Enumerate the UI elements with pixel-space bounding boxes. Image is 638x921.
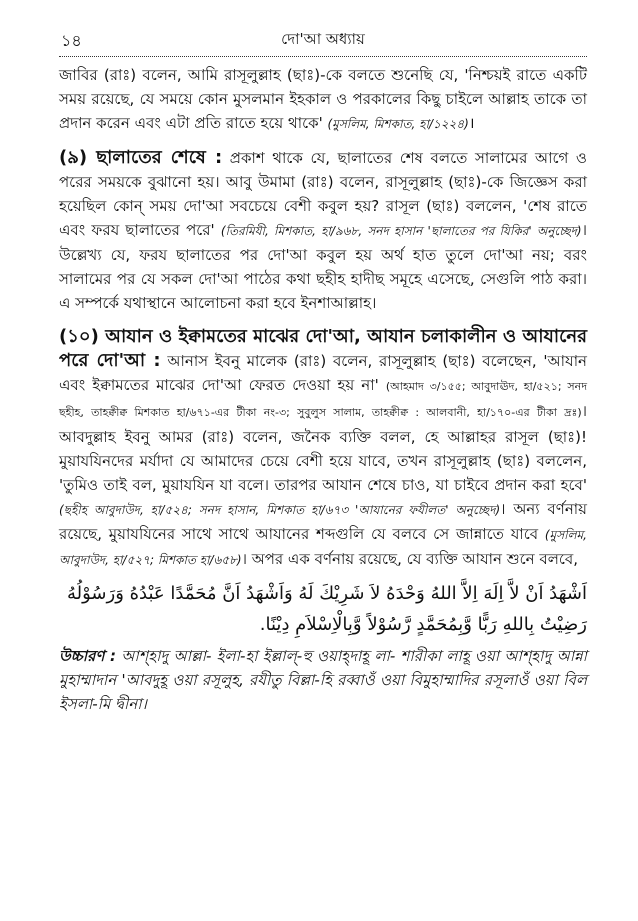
section-9-heading: (৯) ছালাতের শেষে : <box>59 147 223 168</box>
page-number: ১৪ <box>61 31 82 50</box>
pronunciation-label: উচ্চারণ : <box>59 647 117 665</box>
section-10-reference-1: (আহমাদ ৩/১৫৫; আবুদাঊদ, হা/৫২১; সনদ ছহীহ, তাহক্বীক্ব মিশকাত হা/৬৭১-এর টীকা নং-৩; সুবুলুস সালাম, তাহক্বীক্ব : আলবানী, হা/১৭০-এর টীকা দ্রঃ) <box>59 380 587 419</box>
intro-text: জাবির (রাঃ) বলেন, আমি রাসূলুল্লাহ (ছাঃ)-কে বলতে শুনেছি যে, 'নিশ্চয়ই রাতে একটি সময় রয়েছে, যে সময়ে কোন মুসলমান ইহকাল ও পরকালের কিছু চাইলে আল্লাহ তাকে তা প্রদান করেন এবং এটা প্রতি রাতে হয়ে থাকে' <box>59 66 587 132</box>
section-10-reference-3: (মুসলিম, আবুদাউদ, হা/৫২৭; মিশকাত হা/৬৫৮) <box>59 528 587 567</box>
section-10-heading: (১০) আযান ও ইক্বামতের মাঝের দো'আ, আযান চলাকালীন ও আযানের পরে দো'আ : <box>59 326 587 371</box>
section-10-text-4: । অপর এক বর্ণনায় রয়েছে, যে ব্যক্তি আযান শুনে বলবে, <box>241 550 579 568</box>
section-9-paragraph <box>59 146 587 315</box>
section-9-reference: (তিরমিযী, মিশকাত, হা/৯৬৮, সনদ হাসান 'ছালাতের পর যিকির' অনুচ্ছেদ) <box>220 224 582 238</box>
page <box>59 26 587 896</box>
section-10-paragraph <box>59 325 587 572</box>
section-10-reference-2: (ছহীহ আবুদাউদ, হা/৫২৪; সনদ হাসান, মিশকাত হা/৬৭৩ 'আযানের ফযীলত' অনুচ্ছেদ) <box>59 503 501 517</box>
page-body <box>59 63 587 716</box>
intro-reference: (মুসলিম, মিশকাত, হা/১২২৪) <box>327 117 469 131</box>
intro-paragraph <box>59 63 587 136</box>
section-10-text-3: । অন্য বর্ণনায় রয়েছে, মুয়াযযিনের সাথে সাথে আযানের শব্দগুলি যে বলবে সে জান্নাতে যাবে <box>59 500 587 543</box>
section-9-text-1: প্রকাশ থাকে যে, ছালাতের শেষ বলতে সালামের আগে ও পরের সময়কে বুঝানো হয়। আবু উমামা (রাঃ) বলেন, রাসূলুল্লাহ (ছাঃ)-কে জিজ্ঞেস করা হয়েছিল কোন্ সময় দো'আ সবচেয়ে বেশী কবুল হয়? রাসূল (ছাঃ) বললেন, 'শেষ রাতে এবং ফরয ছালাতের পরে' <box>59 149 587 239</box>
arabic-line-2: رَضِيْتُ بِاللهِ رَبًّا وَّبِمُحَمَّدٍ رَّسُوْلاً وَّبِالْاِسْلاَمِ دِيْنًا. <box>259 614 587 635</box>
arabic-line-1: اَشْهَدُ اَنْ لاَّ اِلَهَ اِلاَّ اللهُ وَحْدَهُ لاَ شَرِيْكَ لَهُ وَاَشْهَدُ اَنَّ مُحَمَّدًا عَبْدُهُ وَرَسُوْلُهُ <box>66 583 587 604</box>
pronunciation-paragraph <box>59 644 587 716</box>
section-10-text-2: । আবদুল্লাহ ইবনু আমর (রাঃ) বলেন, জনৈক ব্যক্তি বলল, হে আল্লাহর রাসূল (ছাঃ)! মুয়াযযিনদের মর্যাদা যে আমাদের চেয়ে বেশী হয়ে যাবে, তখন রাসূলুল্লাহ (ছাঃ) বললেন, 'তুমিও তাই বল, মুয়াযযিন যা বলে। তারপর আযান শেষে চাও, যা চাইবে প্রদান করা হবে' <box>59 402 587 494</box>
section-9-text-2: । উল্লেখ্য যে, ফরয ছালাতের পর দো'আ কবুল হয় অর্থ হাত তুলে দো'আ নয়; বরং সালামের পর যে সকল দো'আ পাঠের কথা ছহীহ হাদীছ সমূহে এসেছে, সেগুলি পাঠ করা। এ সম্পর্কে যথাস্থানে আলোচনা করা হবে ইনশাআল্লাহ। <box>59 221 587 312</box>
arabic-dua <box>59 578 587 640</box>
pronunciation-text: আশ্হাদু আল্লা- ইলা-হা ইল্লাল্-হু ওয়াহ্‌দাহূ লা- শারীকা লাহূ ওয়া আশ্হাদু আন্না মুহাম্মাদান 'আবদুহূ ওয়া রসূলুহ, রযীতু বিল্লা-হি রব্বাওঁ ওয়া বিমুহাম্মাদির রসূলাওঁ ওয়া বিল ইসলা-মি দ্বীনা। <box>59 647 587 713</box>
chapter-title: দো'আ অধ্যায় <box>281 30 365 48</box>
section-10-text-1: আনাস ইবনু মালেক (রাঃ) বলেন, রাসূলুল্লাহ (ছাঃ) বলেছেন, 'আযান এবং ইক্বামতের মাঝের দো'আ ফেরত দেওয়া হয় না' <box>59 352 588 394</box>
intro-end: । <box>468 114 475 132</box>
page-header <box>59 26 587 57</box>
